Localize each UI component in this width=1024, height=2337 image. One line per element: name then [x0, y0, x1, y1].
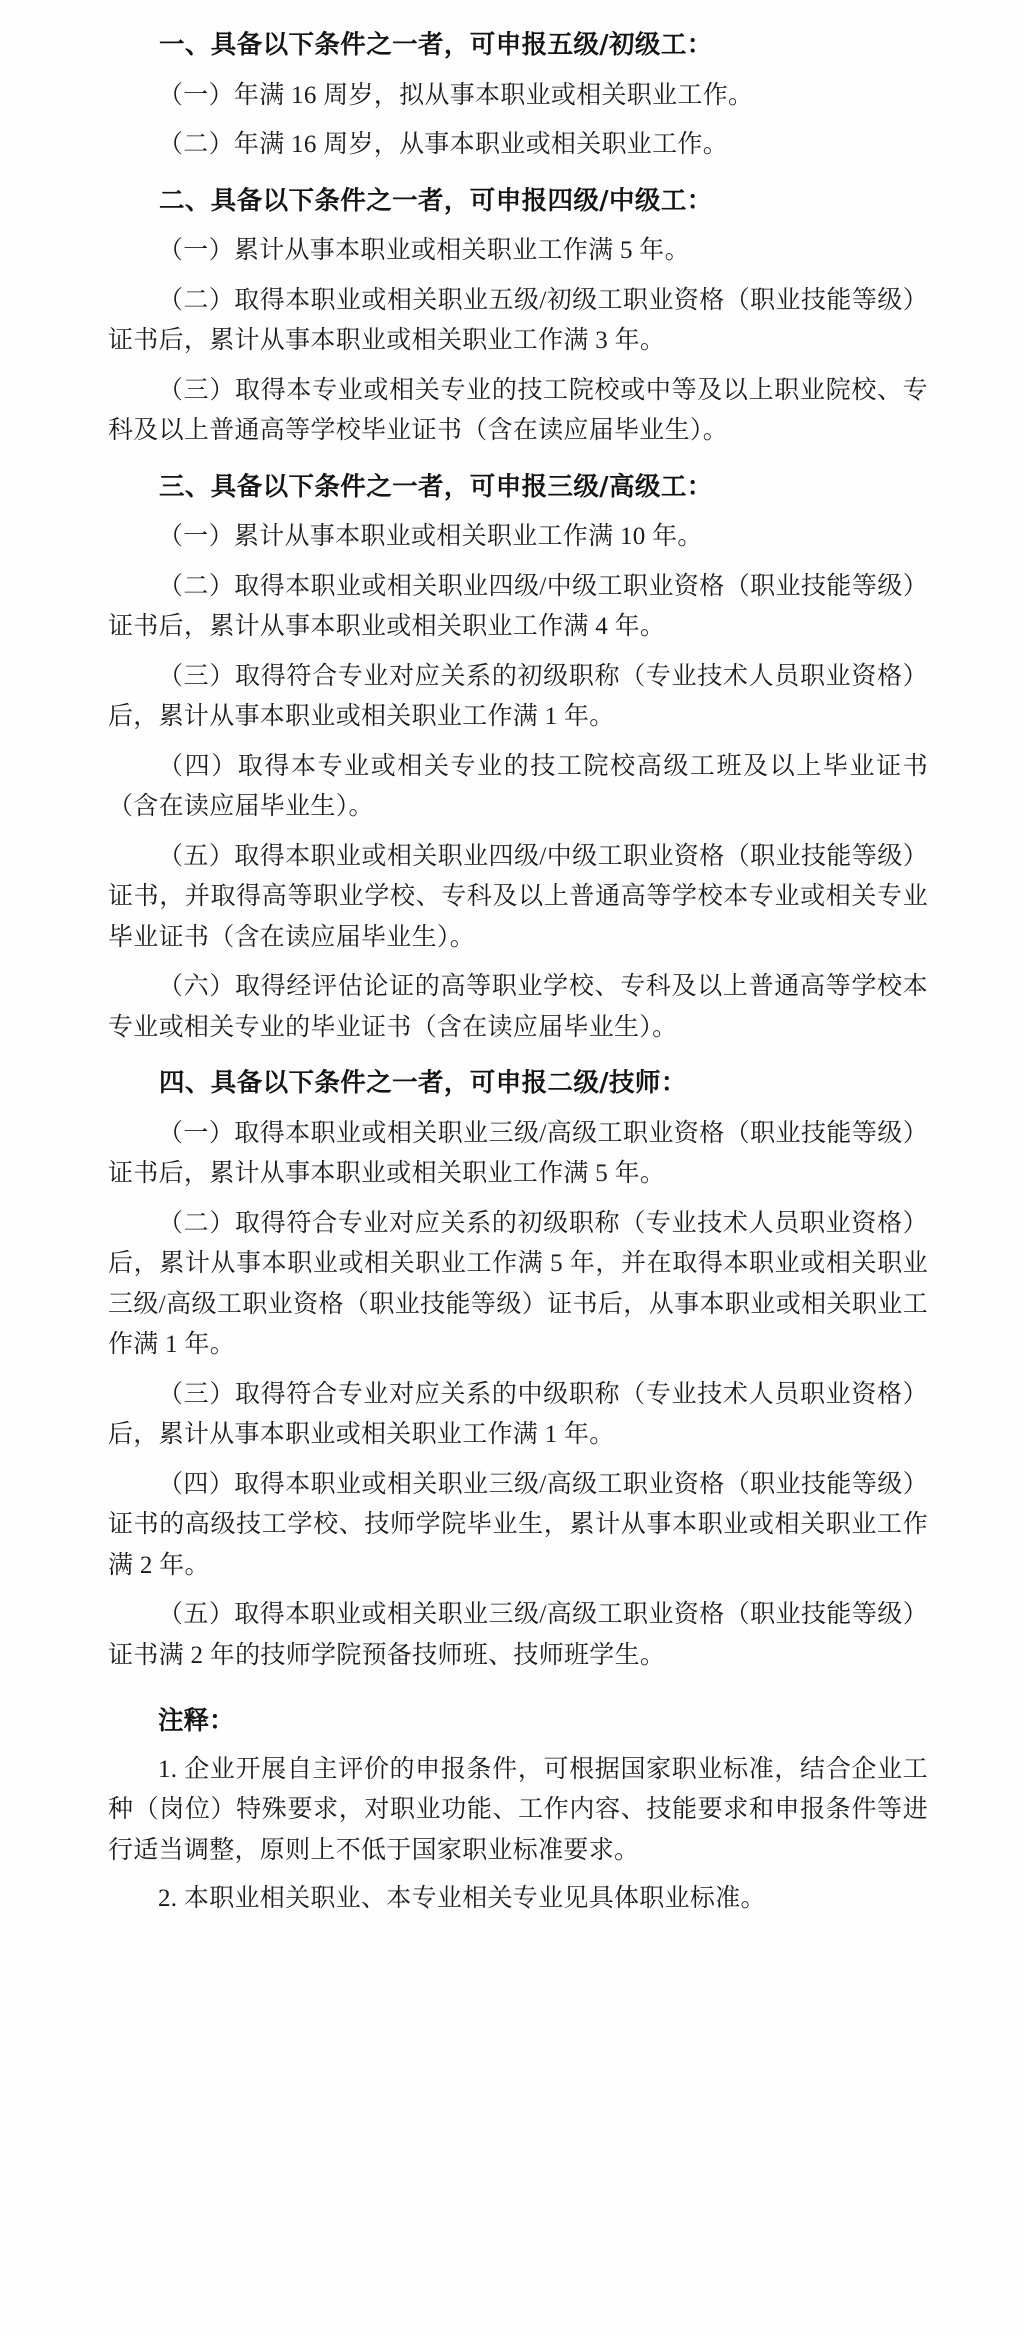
section-1-item-1: （一）年满 16 周岁，拟从事本职业或相关职业工作。	[158, 81, 754, 109]
notes-title: 注释：	[158, 1706, 235, 1737]
section-4-item-3: （三）取得符合专业对应关系的中级职称（专业技术人员职业资格）后，累计从事本职业或相关职业工作满 1 年。	[108, 1380, 928, 1449]
notes-item-2: 2. 本职业相关职业、本专业相关专业见具体职业标准。	[158, 1885, 766, 1913]
notes-item-1: 1. 企业开展自主评价的申报条件，可根据国家职业标准，结合企业工种（岗位）特殊要求，对职业功能、工作内容、技能要求和申报条件等进行适当调整，原则上不低于国家职业标准要求。	[108, 1755, 928, 1864]
section-1-item-2: （二）年满 16 周岁，从事本职业或相关职业工作。	[158, 131, 729, 159]
section-2-item-2: （二）取得本职业或相关职业五级/初级工职业资格（职业技能等级）证书后，累计从事本职业或相关职业工作满 3 年。	[108, 286, 928, 355]
section-3-item-4: （四）取得本专业或相关专业的技工院校高级工班及以上毕业证书（含在读应届毕业生）。	[108, 752, 928, 821]
section-3-item-3: （三）取得符合专业对应关系的初级职称（专业技术人员职业资格）后，累计从事本职业或相关职业工作满 1 年。	[108, 662, 928, 731]
section-3-item-6: （六）取得经评估论证的高等职业学校、专科及以上普通高等学校本专业或相关专业的毕业证书（含在读应届毕业生）。	[108, 973, 928, 1041]
section-3-item-5: （五）取得本职业或相关职业四级/中级工职业资格（职业技能等级）证书，并取得高等职业学校、专科及以上普通高等学校本专业或相关专业毕业证书（含在读应届毕业生）。	[108, 842, 928, 951]
section-3-item-1: （一）累计从事本职业或相关职业工作满 10 年。	[158, 523, 703, 551]
document-body	[108, 26, 928, 1920]
section-4-item-5: （五）取得本职业或相关职业三级/高级工职业资格（职业技能等级）证书满 2 年的技师学院预备技师班、技师班学生。	[108, 1601, 928, 1669]
section-4-item-1: （一）取得本职业或相关职业三级/高级工职业资格（职业技能等级）证书后，累计从事本职业或相关职业工作满 5 年。	[108, 1119, 928, 1188]
section-3-item-2: （二）取得本职业或相关职业四级/中级工职业资格（职业技能等级）证书后，累计从事本职业或相关职业工作满 4 年。	[108, 572, 928, 641]
section-heading-4: 四、具备以下条件之一者，可申报二级/技师：	[159, 1068, 687, 1099]
section-heading-3: 三、具备以下条件之一者，可申报三级/高级工：	[159, 471, 713, 502]
section-2-item-3: （三）取得本专业或相关专业的技工院校或中等及以上职业院校、专科及以上普通高等学校毕业证书（含在读应届毕业生）。	[108, 376, 928, 445]
section-4-item-2: （二）取得符合专业对应关系的初级职称（专业技术人员职业资格）后，累计从事本职业或相关职业工作满 5 年，并在取得本职业或相关职业三级/高级工职业资格（职业技能等级）证书后，从事本职业或相关职业工作满 1 年。	[108, 1209, 928, 1359]
section-4-item-4: （四）取得本职业或相关职业三级/高级工职业资格（职业技能等级）证书的高级技工学校、技师学院毕业生，累计从事本职业或相关职业工作满 2 年。	[108, 1470, 928, 1579]
section-2-item-1: （一）累计从事本职业或相关职业工作满 5 年。	[158, 237, 690, 265]
section-heading-1: 一、具备以下条件之一者，可申报五级/初级工：	[159, 30, 713, 60]
section-heading-2: 二、具备以下条件之一者，可申报四级/中级工：	[159, 185, 713, 216]
